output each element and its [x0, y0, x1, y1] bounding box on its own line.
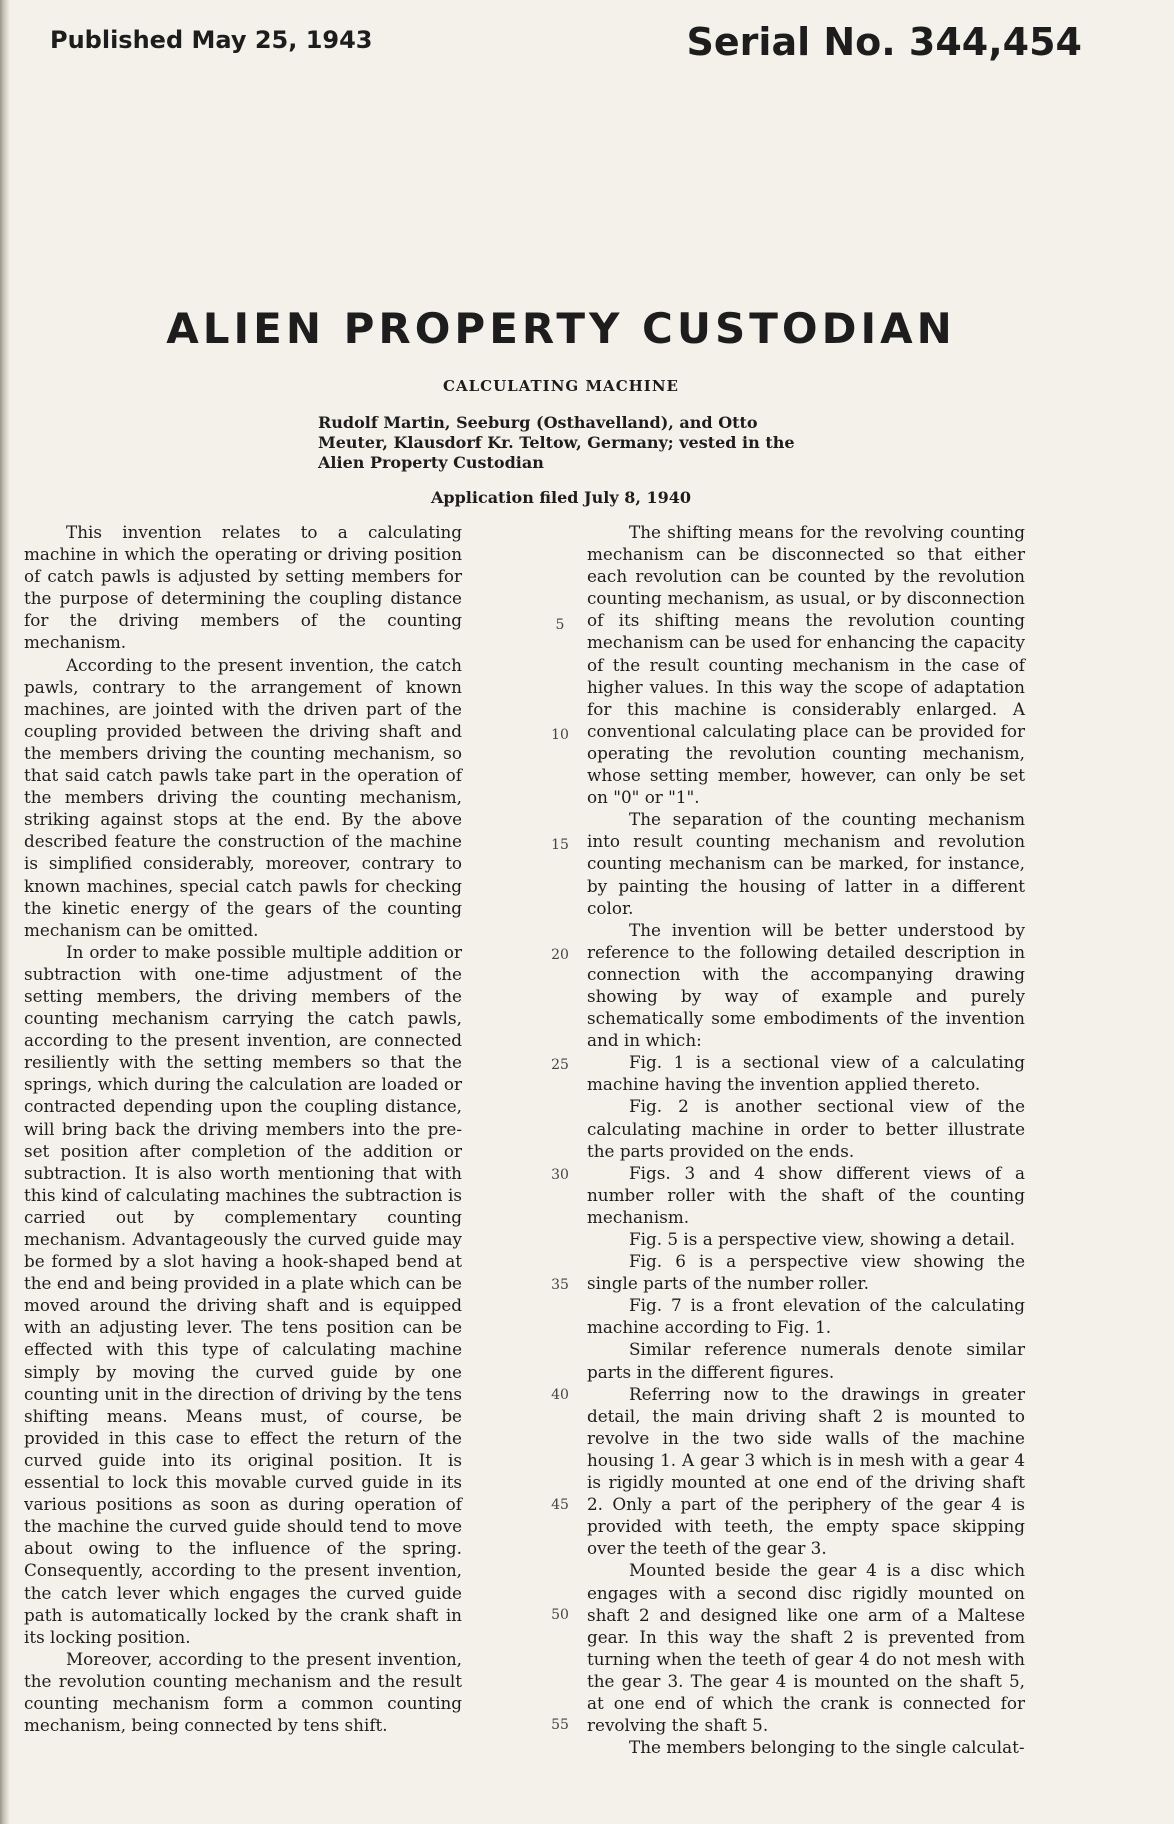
publication-date: Published May 25, 1943 [50, 26, 373, 54]
serial-number: Serial No. 344,454 [686, 20, 1082, 64]
line-number: 25 [551, 1057, 569, 1073]
left-column [24, 521, 462, 1736]
line-number: 5 [555, 617, 565, 633]
paragraph: Similar reference numerals denote similar parts in the different figures. [587, 1339, 1025, 1382]
paragraph: According to the present invention, the catch pawls, contrary to the arrangement of known machines, are jointed with the driven part of the coupling provided between the driving shaft and the members driving the counting mechanism, so that said catch pawls take part in the operation of the members driving the counting mechanism, striking against stops at the end. By the above described feature the construction of the machine is simplified considerably, moreover, contrary to known machines, special catch pawls for checking the kinetic energy of the gears of the counting mechanism can be omitted. [24, 654, 462, 940]
paragraph: Fig. 2 is another sectional view of the calculating machine in order to better illustrate the parts provided on the ends. [587, 1096, 1025, 1161]
invention-title: CALCULATING MACHINE [443, 377, 679, 395]
line-number: 15 [551, 837, 569, 853]
paragraph: Moreover, according to the present invention, the revolution counting mechanism and the result counting mechanism form a common counting mechanism, being connected by tens shift. [24, 1648, 462, 1736]
paragraph: Figs. 3 and 4 show different views of a number roller with the shaft of the counting mechanism. [587, 1162, 1025, 1227]
paragraph: Referring now to the drawings in greater detail, the main driving shaft 2 is mounted to revolve in the two side walls of the machine housing 1. A gear 3 which is in mesh with a gear 4 is rigidly mounted at one end of the driving shaft 2. Only a part of the periphery of the gear 4 is provided with teeth, the empty space skipping over the teeth of the gear 3. [587, 1383, 1025, 1559]
line-number: 40 [551, 1387, 569, 1403]
line-number: 35 [551, 1277, 569, 1293]
line-number: 45 [551, 1497, 569, 1513]
paragraph: Fig. 6 is a perspective view showing the single parts of the number roller. [587, 1251, 1025, 1294]
paragraph: The separation of the counting mechanism into result counting mechanism and revolution counting mechanism can be marked, for instance, by painting the housing of latter in a different color. [587, 809, 1025, 918]
page-binding-shadow [0, 0, 10, 1824]
inventors: Rudolf Martin, Seeburg (Osthavelland), and Otto Meuter, Klausdorf Kr. Teltow, Germany; vested in the Alien Property Custodian [318, 413, 795, 472]
paragraph: The members belonging to the single calculat- [629, 1737, 1025, 1758]
paragraph: Fig. 5 is a perspective view, showing a detail. [629, 1229, 1016, 1249]
paragraph: In order to make possible multiple addition or subtraction with one-time adjustment of the setting members, the driving members of the counting mechanism carrying the catch pawls, according to the present invention, are connected resiliently with the setting members so that the springs, which during the calculation are loaded or contracted depending upon the coupling distance, will bring back the driving members into the pre-set position after completion of the addition or subtraction. It is also worth mentioning that with this kind of calculating machines the subtraction is carried out by complementary counting mechanism. Advantageously the curved guide may be formed by a slot having a hook-shaped bend at the end and being provided in a plate which can be moved around the driving shaft and is equipped with an adjusting lever. The tens position can be effected with this type of calculating machine simply by moving the curved guide by one counting unit in the direction of driving by the tens shifting means. Means must, of course, be provided in this case to effect the return of the curved guide into its original position. It is essential to lock this movable curved guide in its various positions as soon as during operation of the machine the curved guide should tend to move about owing to the influence of the spring. Consequently, according to the present invention, the catch lever which engages the curved guide path is automatically locked by the crank shaft in its locking position. [24, 941, 462, 1647]
paragraph: The invention will be better understood by reference to the following detailed description in connection with the accompanying drawing showing by way of example and purely schematically some embodiments of the invention and in which: [587, 919, 1025, 1051]
paragraph: This invention relates to a calculating machine in which the operating or driving position of catch pawls is adjusted by setting members for the purpose of determining the coupling distance for the driving members of the counting mechanism. [24, 522, 462, 653]
paragraph: Mounted beside the gear 4 is a disc which engages with a second disc rigidly mounted on shaft 2 and designed like one arm of a Maltese gear. In this way the shaft 2 is prevented from turning when the teeth of gear 4 do not mesh with the gear 3. The gear 4 is mounted on the shaft 5, at one end of which the crank is connected for revolving the shaft 5. [587, 1560, 1025, 1736]
filing-date: Application filed July 8, 1940 [431, 488, 691, 507]
document-title: ALIEN PROPERTY CUSTODIAN [166, 304, 956, 353]
line-number: 30 [551, 1167, 569, 1183]
line-number: 55 [551, 1717, 569, 1733]
line-number: 50 [551, 1607, 569, 1623]
right-column [587, 521, 1025, 1758]
line-number: 20 [551, 947, 569, 963]
paragraph: Fig. 7 is a front elevation of the calculating machine according to Fig. 1. [587, 1295, 1025, 1338]
line-number: 10 [551, 727, 569, 743]
paragraph: Fig. 1 is a sectional view of a calculating machine having the invention applied thereto. [587, 1052, 1025, 1095]
paragraph: The shifting means for the revolving counting mechanism can be disconnected so that either each revolution can be counted by the revolution counting mechanism, as usual, or by disconnection of its shifting means the revolution counting mechanism can be used for enhancing the capacity of the result counting mechanism in the case of higher values. In this way the scope of adaptation for this machine is considerably enlarged. A conventional calculating place can be provided for operating the revolution counting mechanism, whose setting member, however, can only be set on "0" or "1". [587, 522, 1025, 808]
